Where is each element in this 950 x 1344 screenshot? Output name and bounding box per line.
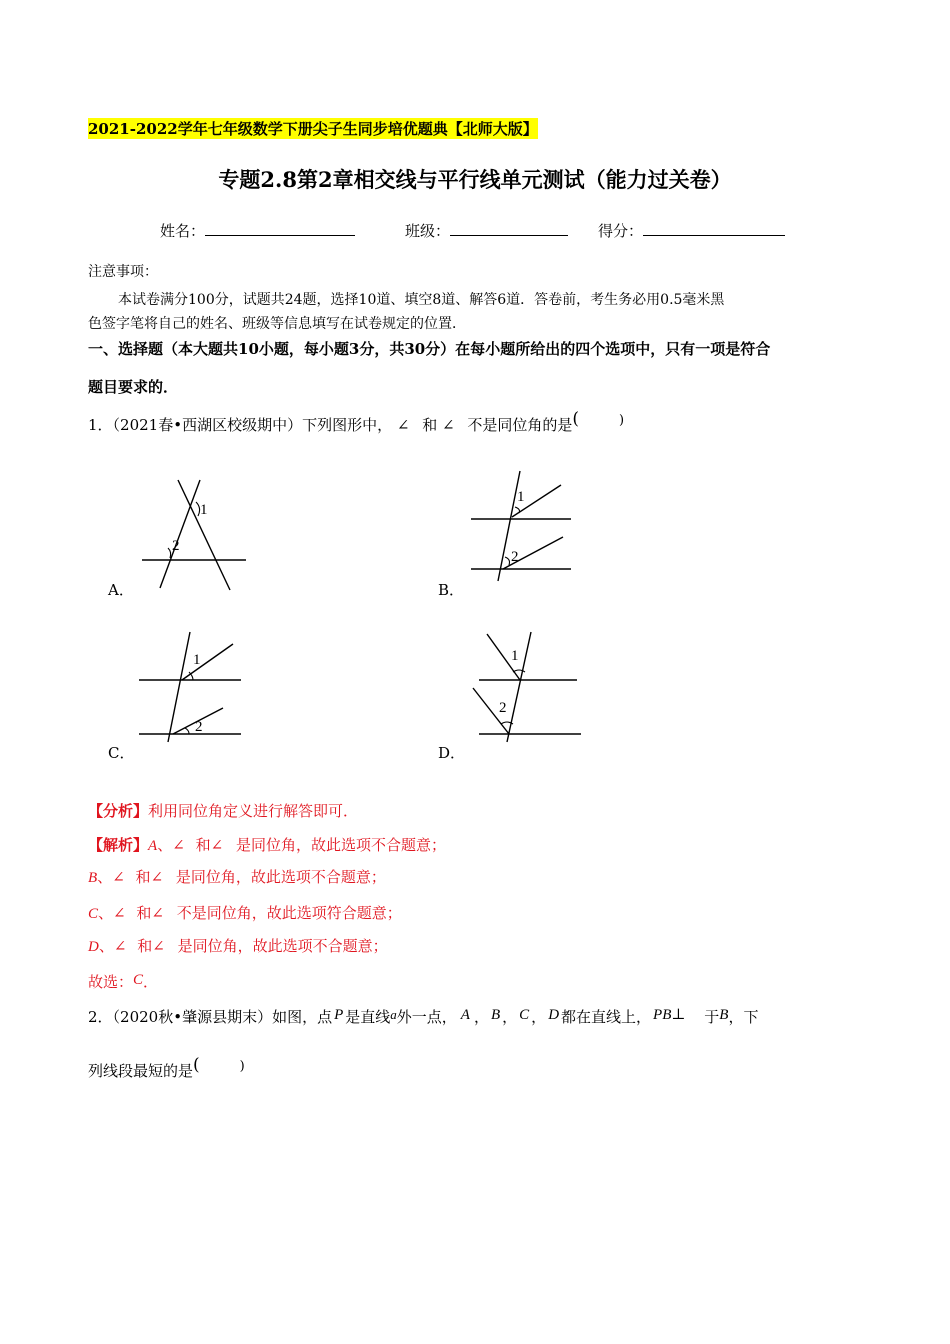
sol-b-sep: 、 (97, 868, 113, 886)
class-blank (450, 221, 568, 236)
notice-line1: 本试卷满分100分，试题共24题，选择10道、填空8道、解答6道．答卷前，考生务必用0.5毫米黑 (118, 292, 725, 308)
q2-pb: PB (653, 1007, 672, 1023)
q1-solution-c (88, 902, 402, 923)
fig-c-mark-2: 2 (195, 719, 203, 735)
analysis-text: 利用同位角定义进行解答即可． (148, 802, 359, 820)
q1-source: （2021春•西湖区校级期中）下列图形中， (112, 416, 393, 434)
fig-a-mark-2: 2 (172, 538, 180, 554)
q1-stem (88, 409, 625, 435)
fig-a-angle-arc-2 (168, 548, 171, 558)
q1-solution-b (88, 866, 386, 887)
q2-comma-1: ， (473, 1008, 489, 1026)
q2-t3: 都在直线上， (561, 1008, 652, 1026)
sol-d-text: 是同位角，故此选项不合题意； (177, 937, 388, 955)
q2-perp: ⊥ (671, 1005, 686, 1023)
notice-line2: 色签字笔将自己的姓名、班级等信息填写在试卷规定的位置． (88, 316, 466, 332)
sol-c-sep: 、 (98, 904, 114, 922)
conclusion-label: 故选： (88, 973, 134, 991)
class-field (405, 220, 568, 241)
sol-a-text: 是同位角，故此选项不合题意； (235, 836, 446, 854)
figure-b (465, 465, 580, 585)
q1-conclusion (88, 971, 158, 992)
option-d-label: D． (438, 744, 466, 762)
q2-line2: 列线段最短的是 (88, 1062, 194, 1080)
q1-stem-end: 不是同位角的是 (467, 416, 573, 434)
q1-angle-a: ∠ (396, 416, 410, 434)
name-field (160, 220, 355, 241)
q1-analysis (88, 800, 358, 821)
q1-solution-a (88, 834, 446, 855)
sol-d-angle-2: ∠ (152, 937, 165, 955)
sol-c-angle-2: ∠ (151, 904, 164, 922)
fig-b-mark-2: 2 (511, 549, 519, 565)
q2-t2: 外一点， (396, 1008, 457, 1026)
sol-c-text: 不是同位角，故此选项符合题意； (176, 904, 402, 922)
conclusion-end: ． (143, 973, 159, 991)
q2-t5: ，下 (728, 1008, 759, 1026)
sol-d-and: 和 (137, 937, 153, 955)
sol-a-angle-1: ∠ (172, 836, 185, 854)
q2-point-D: D (548, 1007, 560, 1023)
q1-paren-close: ) (619, 413, 625, 428)
fig-c-mark-1: 1 (193, 652, 201, 668)
analysis-tag: 【分析】 (88, 802, 149, 820)
figure-d (465, 628, 590, 746)
q2-point-A: A (460, 1007, 470, 1023)
series-title: 2021-2022学年七年级数学下册尖子生同步培优题典【北师大版】 (88, 120, 538, 138)
name-blank (205, 221, 355, 236)
sol-c-letter: C (88, 906, 99, 922)
q2-paren-open: ( (193, 1055, 200, 1075)
q2-point-p: P (334, 1007, 344, 1023)
option-a-label: A． (108, 581, 134, 599)
sol-b-angle-1: ∠ (112, 868, 125, 886)
q1-solution-d (88, 935, 388, 956)
sol-c-angle-1: ∠ (113, 904, 126, 922)
sol-a-sep: 、 (157, 836, 173, 854)
notice-heading: 注意事项： (88, 264, 158, 280)
name-label: 姓名： (160, 222, 206, 240)
q1-paren-open: ( (572, 409, 580, 429)
q2-comma-2: ， (502, 1008, 518, 1026)
fig-a-mark-1: 1 (200, 502, 208, 518)
score-label: 得分： (598, 222, 644, 240)
q2-source: （2020秋•肇源县期末）如图，点 (112, 1008, 333, 1026)
fig-a-transversal-2 (160, 480, 200, 588)
fig-d-mark-1: 1 (511, 648, 519, 664)
q2-point-B: B (490, 1007, 501, 1023)
q2-line-a: a (390, 1007, 397, 1022)
class-label: 班级： (405, 222, 451, 240)
score-blank (643, 221, 785, 236)
fig-a-transversal-1 (178, 480, 230, 590)
conclusion-letter: C (133, 972, 144, 988)
q2-foot-B: B (719, 1007, 729, 1023)
figure-a (130, 470, 260, 590)
sol-d-angle-1: ∠ (113, 937, 127, 955)
q2-comma-3: ， (531, 1008, 547, 1026)
q2-paren-close: ) (239, 1059, 245, 1074)
fig-c-angle-arc-2 (185, 728, 189, 734)
sol-a-and: 和 (195, 836, 211, 854)
q2-t1: 是直线 (345, 1008, 391, 1026)
option-b-label: B． (438, 581, 465, 599)
section1-line2: 题目要求的． (88, 378, 179, 396)
fig-b-angle-arc-1 (515, 507, 520, 513)
sol-b-letter: B (88, 870, 98, 886)
q1-and: 和 (422, 416, 438, 434)
sol-a-letter: A (148, 838, 158, 854)
score-field (598, 220, 785, 241)
q2-stem-line1 (88, 1006, 758, 1027)
q2-number: 2． (88, 1008, 113, 1026)
sol-a-angle-2: ∠ (210, 836, 224, 854)
sol-b-text: 是同位角，故此选项不合题意； (175, 868, 386, 886)
fig-d-mark-2: 2 (499, 700, 507, 716)
figure-c (135, 630, 250, 745)
q2-point-C: C (519, 1007, 530, 1023)
sol-c-and: 和 (136, 904, 152, 922)
section1-line1: 一、选择题（本大题共10小题，每小题3分，共30分）在每小题所给出的四个选项中，只有一项是符合 (88, 340, 771, 358)
option-c-label: C． (108, 744, 135, 762)
page-title: 专题2.8第2章相交线与平行线单元测试（能力过关卷） (218, 167, 732, 192)
fig-c-transversal (168, 632, 190, 742)
q2-stem-line2 (88, 1055, 245, 1081)
q1-number: 1． (88, 416, 113, 434)
sol-d-sep: 、 (98, 937, 114, 955)
q1-angle-b: ∠ (442, 416, 455, 434)
sol-d-letter: D (88, 939, 99, 955)
fig-b-mark-1: 1 (517, 489, 525, 505)
solution-tag: 【解析】 (88, 836, 149, 854)
fig-c-ray-1 (182, 644, 233, 680)
q2-t4: 于 (704, 1008, 720, 1026)
sol-b-and: 和 (135, 868, 151, 886)
sol-b-angle-2: ∠ (150, 868, 164, 886)
fig-b-angle-arc-2 (505, 557, 510, 565)
